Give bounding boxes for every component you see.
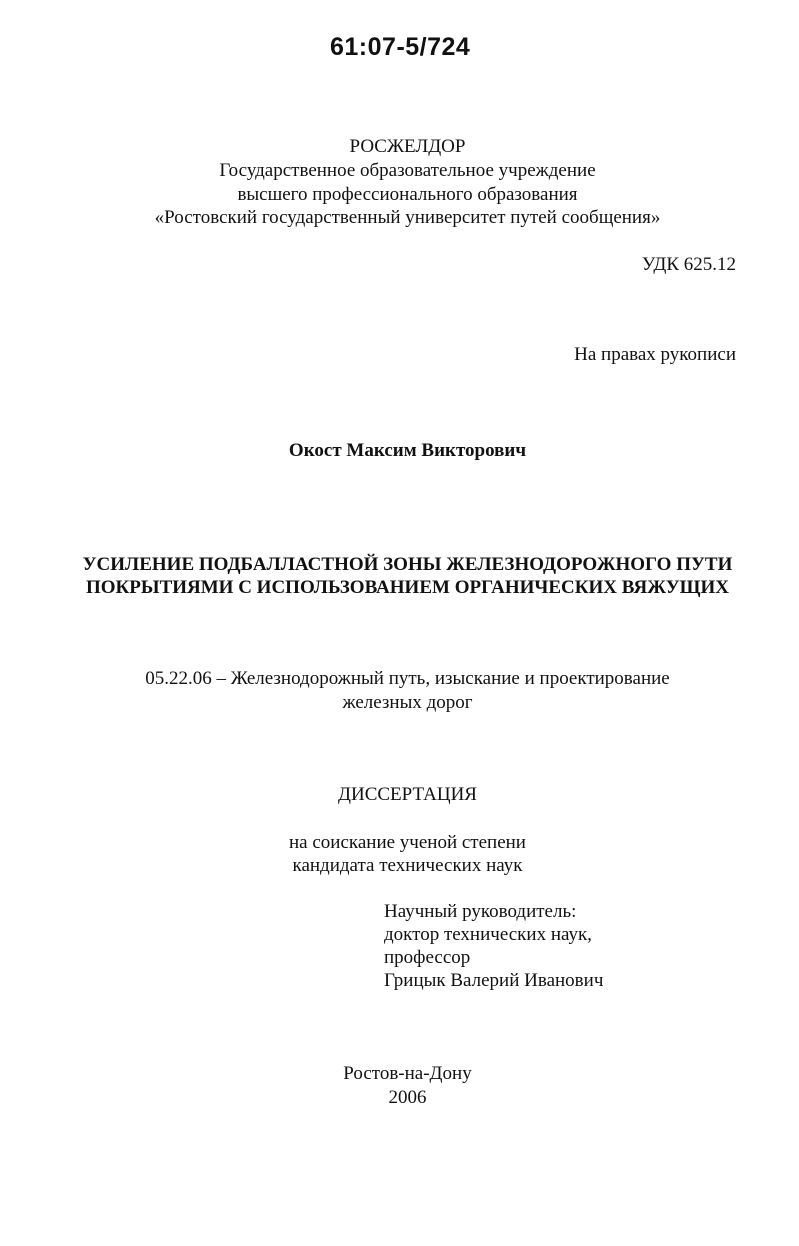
- supervisor-name: Грицык Валерий Иванович: [384, 970, 604, 991]
- year: 2006: [388, 1087, 427, 1108]
- place: Ростов-на-Дону: [343, 1063, 472, 1084]
- archive-code: 61:07-5/724: [330, 33, 471, 61]
- supervisor-title: профессор: [384, 947, 471, 968]
- specialty-line: железных дорог: [342, 692, 473, 713]
- degree-line: на соискание ученой степени: [289, 832, 526, 853]
- thesis-title-line: ПОКРЫТИЯМИ С ИСПОЛЬЗОВАНИЕМ ОРГАНИЧЕСКИХ ВЯЖУЩИХ: [85, 577, 730, 598]
- author-name: Окост Максим Викторович: [288, 440, 527, 461]
- udk-code: УДК 625.12: [641, 254, 736, 275]
- supervisor-block: [384, 900, 603, 992]
- specialty-line: 05.22.06 – Железнодорожный путь, изыскание и проектирование: [145, 668, 670, 689]
- thesis-title-line: УСИЛЕНИЕ ПОДБАЛЛАСТНОЙ ЗОНЫ ЖЕЛЕЗНОДОРОЖНОГО ПУТИ: [82, 554, 733, 575]
- agency-name: РОСЖЕЛДОР: [349, 136, 466, 157]
- organization-line: высшего профессионального образования: [237, 184, 578, 205]
- document-type: ДИССЕРТАЦИЯ: [338, 784, 477, 805]
- organization-line: Государственное образовательное учреждение: [219, 160, 596, 181]
- university-name: «Ростовский государственный университет путей сообщения»: [154, 207, 661, 228]
- manuscript-note: На правах рукописи: [574, 344, 736, 365]
- supervisor-heading: Научный руководитель:: [384, 901, 577, 922]
- degree-line: кандидата технических наук: [292, 855, 523, 876]
- supervisor-degree: доктор технических наук,: [384, 924, 592, 945]
